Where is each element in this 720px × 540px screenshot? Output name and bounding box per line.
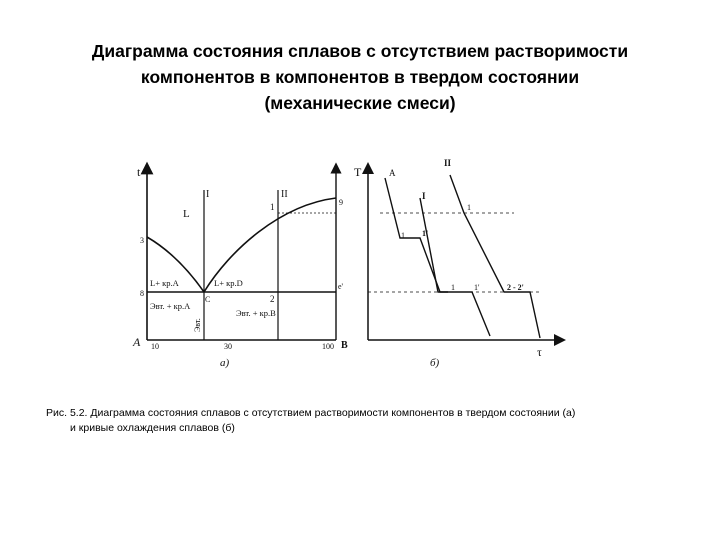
phase-diagram: [132, 165, 348, 369]
point-2: 2: [270, 294, 275, 304]
point-1: 1: [270, 202, 275, 212]
region-eut: Эвт.: [193, 318, 202, 332]
component-b-label: B: [341, 340, 348, 351]
cooling-t-label: T: [354, 165, 362, 179]
curve-1-label: I: [422, 191, 426, 201]
alloy-1-label: I: [206, 189, 210, 200]
mark-1-curve-2: 1: [467, 203, 471, 212]
caption-line-2: и кривые охлаждения сплавов (б): [70, 422, 235, 434]
region-l-b: L+ кр.D: [214, 278, 243, 288]
mark-1p-curve-a: 1': [422, 229, 429, 238]
cooling-tau-label: τ: [537, 345, 542, 359]
title-line-2: компонентов в компонентов в твердом состоянии: [140, 67, 580, 87]
t-axis-label: t: [137, 165, 141, 179]
point-8: 8: [140, 289, 144, 298]
sublabel-a: a): [220, 357, 230, 369]
mark-2-2p: 2 - 2': [507, 283, 524, 292]
alloy-2-label: II: [281, 189, 288, 200]
caption-line-1: Рис. 5.2. Диаграмма состояния сплавов с отсутствием растворимости компонентов в твердом состоянии (а): [46, 407, 576, 419]
curve-a-label: A: [389, 168, 396, 178]
curve-2-label: II: [444, 158, 452, 168]
point-e: e': [338, 282, 343, 291]
figure-caption: [46, 406, 686, 436]
region-l-a: L+ кр.A: [150, 278, 179, 288]
mark-1-curve-1: 1: [451, 283, 455, 292]
cooling-curves: [354, 158, 560, 369]
region-eut-b: Эвт. + кр.B: [236, 308, 276, 318]
region-liquid: L: [183, 208, 190, 220]
figure-svg: [0, 150, 720, 380]
tick-10: 10: [151, 342, 159, 351]
title-line-3: (механические смеси): [264, 93, 456, 113]
sublabel-b: б): [430, 357, 440, 369]
figure: [0, 150, 720, 380]
mark-1p-curve-1: 1': [474, 283, 480, 292]
point-c: C: [205, 295, 211, 304]
slide-title: [20, 38, 700, 116]
title-line-1: Диаграмма состояния сплавов с отсутствием растворимости: [91, 41, 629, 61]
curve-2-line: [450, 175, 540, 338]
point-9: 9: [339, 198, 343, 207]
component-a-label: A: [133, 335, 141, 349]
point-3: 3: [140, 236, 144, 245]
mark-1-curve-a: 1: [401, 231, 405, 240]
curve-a-line: [385, 178, 448, 292]
tick-30: 30: [224, 342, 232, 351]
region-eut-a: Эвт. + кр.A: [150, 301, 191, 311]
tick-100: 100: [322, 342, 334, 351]
